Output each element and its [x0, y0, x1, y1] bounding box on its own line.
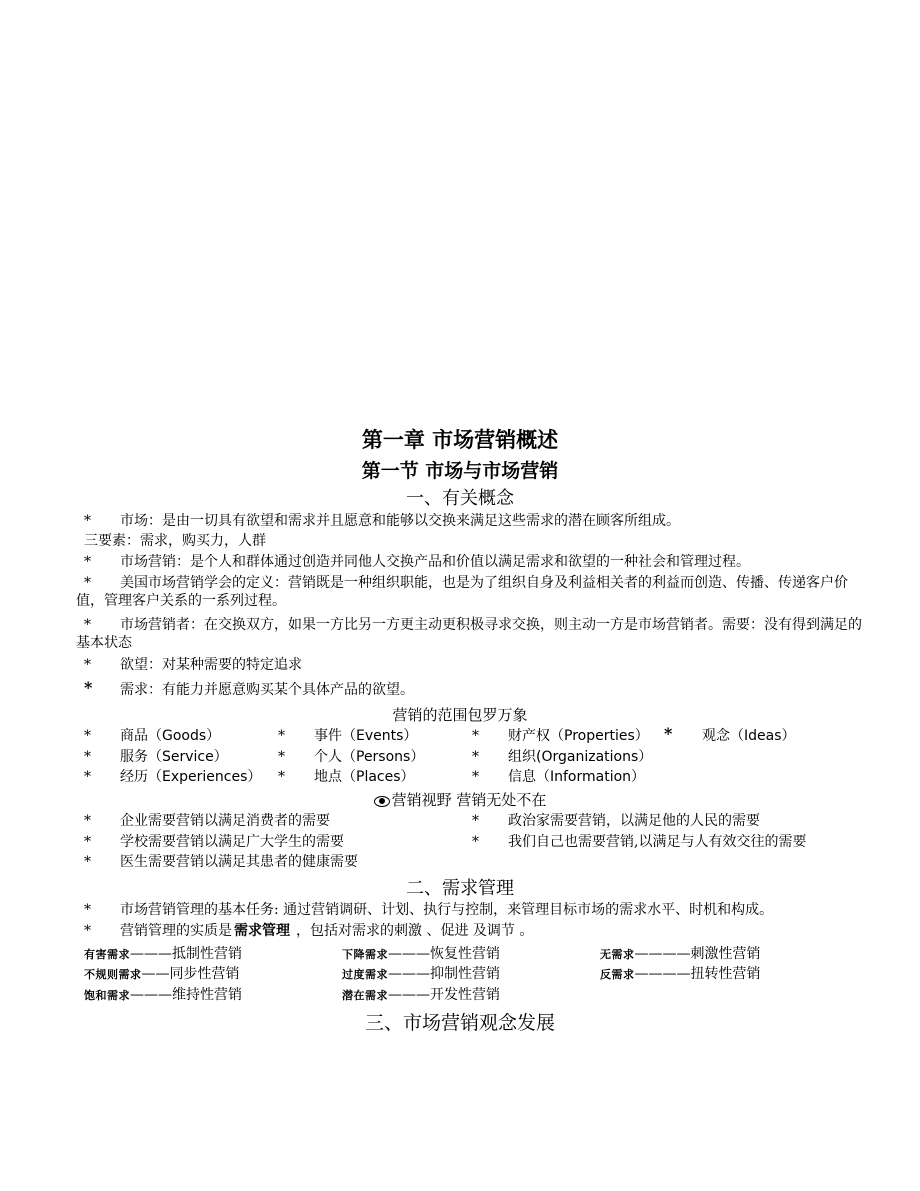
demand-term: 潜在需求 — [342, 989, 388, 1002]
bullet: * — [278, 728, 285, 744]
dash: —— — [141, 966, 170, 982]
essence-suffix: ，包括对需求的刺激 、促进 及调节 。 — [296, 923, 534, 939]
demand-strategy: 维持性营销 — [172, 987, 242, 1003]
ama-definition: 美国市场营销学会的定义：营销既是一种组织职能，也是为了组织自身及利益相关者的利益而创造、传播、传递客户价值，管理客户关系的一系列过程。 — [76, 575, 848, 609]
demand-term: 下降需求 — [342, 948, 388, 961]
demand-type — [84, 965, 240, 984]
bullet: * — [84, 678, 93, 697]
bullet: * — [84, 834, 91, 850]
management-essence — [120, 922, 533, 940]
demand-strategy: 开发性营销 — [430, 987, 500, 1003]
scope-item: 商品（Goods） — [120, 728, 221, 744]
demand-type — [84, 945, 242, 964]
demand-term: 不规则需求 — [84, 968, 142, 981]
management-task: 市场营销管理的基本任务: 通过营销调研、计划、执行与控制，来管理目标市场的需求水平、时机和构成。 — [120, 902, 774, 918]
marketing-definition: 市场营销：是个人和群体通过创造并同他人交换产品和价值以满足需求和欲望的一种社会和管理过程。 — [120, 554, 750, 570]
demand-term: 无需求 — [600, 948, 635, 961]
demand-term: 反需求 — [600, 968, 635, 981]
bullet: * — [84, 749, 91, 765]
vision-title-row — [0, 789, 920, 810]
section-title: 第一节 市场与市场营销 — [361, 460, 559, 482]
bullet: * — [472, 813, 479, 829]
three-elements: 三要素：需求，购买力，人群 — [84, 533, 266, 549]
scope-title: 营销的范围包罗万象 — [392, 706, 528, 724]
heading-demand-management: 二、需求管理 — [406, 878, 514, 899]
bullet: * — [278, 749, 285, 765]
bullet: * — [472, 769, 479, 785]
bullet: * — [472, 728, 479, 744]
bullet: * — [278, 769, 285, 785]
dash: ———— — [634, 946, 691, 962]
dash: ——— — [130, 987, 172, 1003]
demand-type — [600, 945, 761, 964]
bullet: * — [84, 513, 91, 529]
bullet: * — [84, 728, 91, 744]
demand-type — [84, 986, 242, 1005]
heading-concept-development: 三、市场营销观念发展 — [364, 1012, 555, 1034]
scope-item: 个人（Persons） — [314, 749, 425, 765]
demand-type — [600, 965, 761, 984]
vision-item: 学校需要营销以满足广大学生的需要 — [120, 834, 344, 850]
bullet: * — [84, 923, 91, 939]
demand-type — [342, 945, 500, 964]
eye-icon — [374, 796, 390, 807]
demand-term: 过度需求 — [342, 968, 388, 981]
vision-item: 企业需要营销以满足消费者的需要 — [120, 813, 330, 829]
demand-strategy: 扭转性营销 — [690, 966, 761, 982]
dash: ——— — [388, 987, 430, 1003]
essence-prefix: 营销管理的实质是 — [120, 923, 232, 939]
vision-item: 医生需要营销以满足其患者的健康需要 — [120, 854, 358, 870]
demand-type — [342, 965, 500, 984]
demand-strategy: 抵制性营销 — [172, 946, 242, 962]
vision-item: 我们自己也需要营销,以满足与人有效交往的需要 — [508, 834, 807, 850]
market-definition: 市场：是由一切具有欲望和需求并且愿意和能够以交换来满足这些需求的潜在顾客所组成。 — [120, 513, 680, 529]
demand-definition: 需求：有能力并愿意购买某个具体产品的欲望。 — [120, 682, 414, 698]
scope-item: 地点（Places） — [314, 769, 415, 785]
bullet: * — [84, 657, 91, 673]
demand-strategy: 刺激性营销 — [690, 946, 761, 962]
bullet: * — [84, 617, 91, 633]
scope-item: 经历（Experiences） — [120, 769, 262, 785]
demand-term: 有害需求 — [84, 948, 130, 961]
bullet: * — [84, 902, 91, 918]
dash: ———— — [634, 966, 691, 982]
bullet: * — [84, 813, 91, 829]
scope-item: 信息（Information） — [508, 769, 646, 785]
demand-strategy: 抑制性营销 — [430, 966, 500, 982]
demand-term: 饱和需求 — [84, 989, 130, 1002]
bullet: * — [84, 575, 91, 591]
vision-item: 政治家需要营销，以满足他的人民的需要 — [508, 813, 760, 829]
scope-item: 财产权（Properties） — [508, 728, 649, 744]
essence-term: 需求管理 — [234, 923, 290, 939]
bullet: * — [472, 834, 479, 850]
vision-title: 营销视野 营销无处不在 — [391, 791, 547, 809]
demand-type — [342, 986, 500, 1005]
scope-item: 服务（Service） — [120, 749, 228, 765]
heading-concepts: 一、有关概念 — [406, 488, 514, 509]
want-definition: 欲望：对某种需要的特定追求 — [120, 657, 302, 673]
demand-strategy: 同步性营销 — [169, 966, 240, 982]
demand-strategy: 恢复性营销 — [430, 946, 500, 962]
marketer-definition: 市场营销者：在交换双方，如果一方比另一方更主动更积极寻求交换，则主动一方是市场营销者。需要：没有得到满足的基本状态 — [76, 617, 862, 651]
dash: ——— — [130, 946, 172, 962]
bullet: * — [84, 769, 91, 785]
bullet: * — [664, 724, 673, 743]
scope-item: 组织(Organizations） — [508, 749, 653, 765]
bullet: * — [84, 854, 91, 870]
chapter-title: 第一章 市场营销概述 — [361, 428, 559, 452]
bullet: * — [84, 554, 91, 570]
scope-item: 事件（Events） — [314, 728, 418, 744]
dash: ——— — [388, 966, 430, 982]
bullet: * — [472, 749, 479, 765]
scope-item: 观念（Ideas） — [702, 728, 796, 744]
dash: ——— — [388, 946, 430, 962]
